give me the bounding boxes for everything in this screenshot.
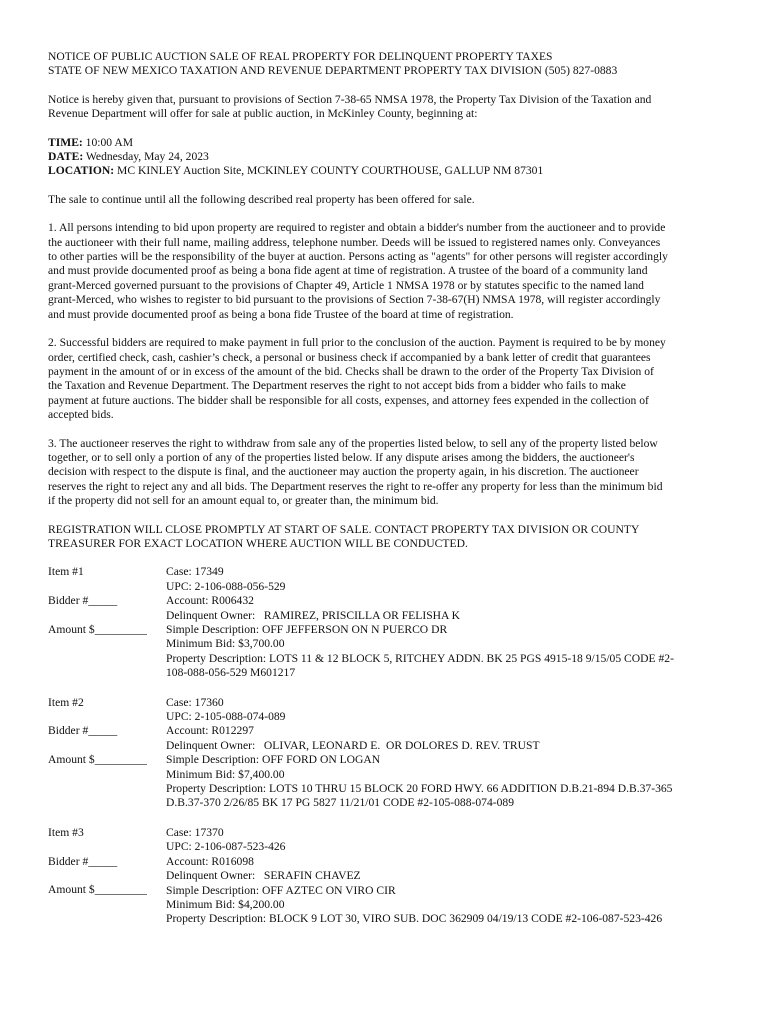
case-number: Case: 17349	[166, 565, 224, 579]
auction-item-2	[48, 696, 720, 811]
minimum-bid: Minimum Bid: $7,400.00	[166, 767, 285, 781]
bidder-number-field: Bidder #_____	[48, 854, 118, 868]
item-fields	[48, 565, 166, 680]
account: Account: R012297	[166, 724, 254, 738]
upc: UPC: 2-106-088-056-529	[166, 579, 286, 593]
account: Account: R006432	[166, 594, 254, 608]
property-description: Property Description: LOTS 10 THRU 15 BLOCK 20 FORD HWY. 66 ADDITION D.B.21-894 D.B.37-365	[166, 782, 673, 796]
item-number: Item #1	[48, 565, 84, 579]
case-number: Case: 17370	[166, 825, 224, 839]
simple-description: Simple Description: OFF FORD ON LOGAN	[166, 753, 381, 767]
account: Account: R016098	[166, 854, 254, 868]
property-description: Property Description: BLOCK 9 LOT 30, VIRO SUB. DOC 362909 04/19/13 CODE #2-106-087-523-426	[166, 912, 663, 926]
item-details	[166, 565, 720, 680]
notice-title: NOTICE OF PUBLIC AUCTION SALE OF REAL PROPERTY FOR DELINQUENT PROPERTY TAXES	[48, 50, 553, 63]
simple-description: Simple Description: OFF AZTEC ON VIRO CIR	[166, 883, 396, 897]
item-details	[166, 696, 720, 811]
upc: UPC: 2-106-087-523-426	[166, 840, 286, 854]
property-description-cont: 108-088-056-529 M601217	[166, 666, 296, 680]
property-description-cont: D.B.37-370 2/26/85 BK 17 PG 5827 11/21/01 CODE #2-105-088-074-089	[166, 796, 515, 810]
intro-paragraph: Notice is hereby given that, pursuant to provisions of Section 7-38-65 NMSA 1978, the Property Tax Division of the Taxation and Revenue Department will offer for sale at public auction, in McKinley County, beginning at:	[48, 92, 652, 121]
amount-field: Amount $_________	[48, 883, 147, 897]
upc: UPC: 2-105-088-074-089	[166, 710, 286, 724]
amount-field: Amount $_________	[48, 753, 147, 767]
minimum-bid: Minimum Bid: $3,700.00	[166, 637, 285, 651]
time-line: TIME: 10:00 AM	[48, 135, 134, 149]
property-description: Property Description: LOTS 11 & 12 BLOCK 5, RITCHEY ADDN. BK 25 PGS 4915-18 9/15/05 CODE #2-	[166, 651, 674, 665]
minimum-bid: Minimum Bid: $4,200.00	[166, 897, 285, 911]
simple-description: Simple Description: OFF JEFFERSON ON N PUERCO DR	[166, 623, 448, 636]
amount-field: Amount $_________	[48, 622, 147, 636]
paragraph-2: 2. Successful bidders are required to make payment in full prior to the conclusion of the auction. Payment is required to be by money order, certified check, cash, cashier’s check, a personal or business check if accompanied by a bank letter of credit that guarantees payment in the amount of or in excess of the amount of the bid. Checks shall be drawn to the order of the Property Tax Division of the Taxation and Revenue Department. The Department reserves the right to not accept bids from a bidder who fails to make payment at future auctions. The bidder shall be responsible for all costs, expenses, and attorney fees expended in the collection of accepted bids.	[48, 336, 666, 422]
date-line: DATE: Wednesday, May 24, 2023	[48, 150, 209, 164]
case-number: Case: 17360	[166, 695, 224, 709]
item-details	[166, 826, 720, 927]
schedule-block	[48, 136, 720, 179]
paragraph-1: 1. All persons intending to bid upon property are required to register and obtain a bidder's number from the auctioneer and to provide the auctioneer with their full name, mailing address, telephone number. Deeds will be issued to registered names only. Conveyances to other parties will be the responsibility of the buyer at auction. Persons acting as "agents" for other persons will register accordingly and must provide documented proof as being a bona fide agent at time of registration. A trustee of the board of a community land grant-Merced governed pursuant to the provisions of Chapter 49, Article 1 NMSA 1978 or by statutes specific to the named land grant-Merced, who wishes to register to bid pursuant to the provisions of Section 7-38-67(H) NMSA 1978, will register accordingly and must provide documented proof as being a bona fide Trustee of the board at time of registration.	[48, 221, 668, 321]
delinquent-owner: Delinquent Owner: OLIVAR, LEONARD E. OR DOLORES D. REV. TRUST	[166, 738, 540, 752]
item-fields	[48, 696, 166, 811]
delinquent-owner: Delinquent Owner: RAMIREZ, PRISCILLA OR FELISHA K	[166, 608, 461, 622]
item-number: Item #2	[48, 695, 84, 709]
location-line: LOCATION: MC KINLEY Auction Site, MCKINLEY COUNTY COURTHOUSE, GALLUP NM 87301	[48, 164, 544, 178]
registration-notice: REGISTRATION WILL CLOSE PROMPTLY AT START OF SALE. CONTACT PROPERTY TAX DIVISION OR COUNTY TREASURER FOR EXACT LOCATION WHERE AUCTION WILL BE CONDUCTED.	[48, 522, 640, 550]
document-content	[48, 50, 720, 942]
continue-note: The sale to continue until all the following described real property has been offered for sale.	[48, 192, 475, 206]
bidder-number-field: Bidder #_____	[48, 594, 118, 608]
paragraph-3: 3. The auctioneer reserves the right to withdraw from sale any of the properties listed below, to sell any of the property listed below together, or to sell only a portion of any of the properties listed below. If any dispute arises among the bidders, the auctioneer's decision with respect to the dispute is final, and the auctioneer may auction the property again, in his discretion. The auctioneer reserves the right to reject any and all bids. The Department reserves the right to re-offer any property for less than the minimum bid if the property did not sell for an amount equal to, or greater than, the minimum bid.	[48, 436, 663, 508]
notice-header	[48, 50, 720, 79]
notice-subtitle: STATE OF NEW MEXICO TAXATION AND REVENUE DEPARTMENT PROPERTY TAX DIVISION (505) 827-0883	[48, 64, 618, 78]
bidder-number-field: Bidder #_____	[48, 724, 118, 738]
auction-item-3	[48, 826, 720, 927]
delinquent-owner: Delinquent Owner: SERAFIN CHAVEZ	[166, 869, 361, 883]
item-number: Item #3	[48, 825, 84, 839]
item-fields	[48, 826, 166, 927]
auction-item-1	[48, 565, 720, 680]
